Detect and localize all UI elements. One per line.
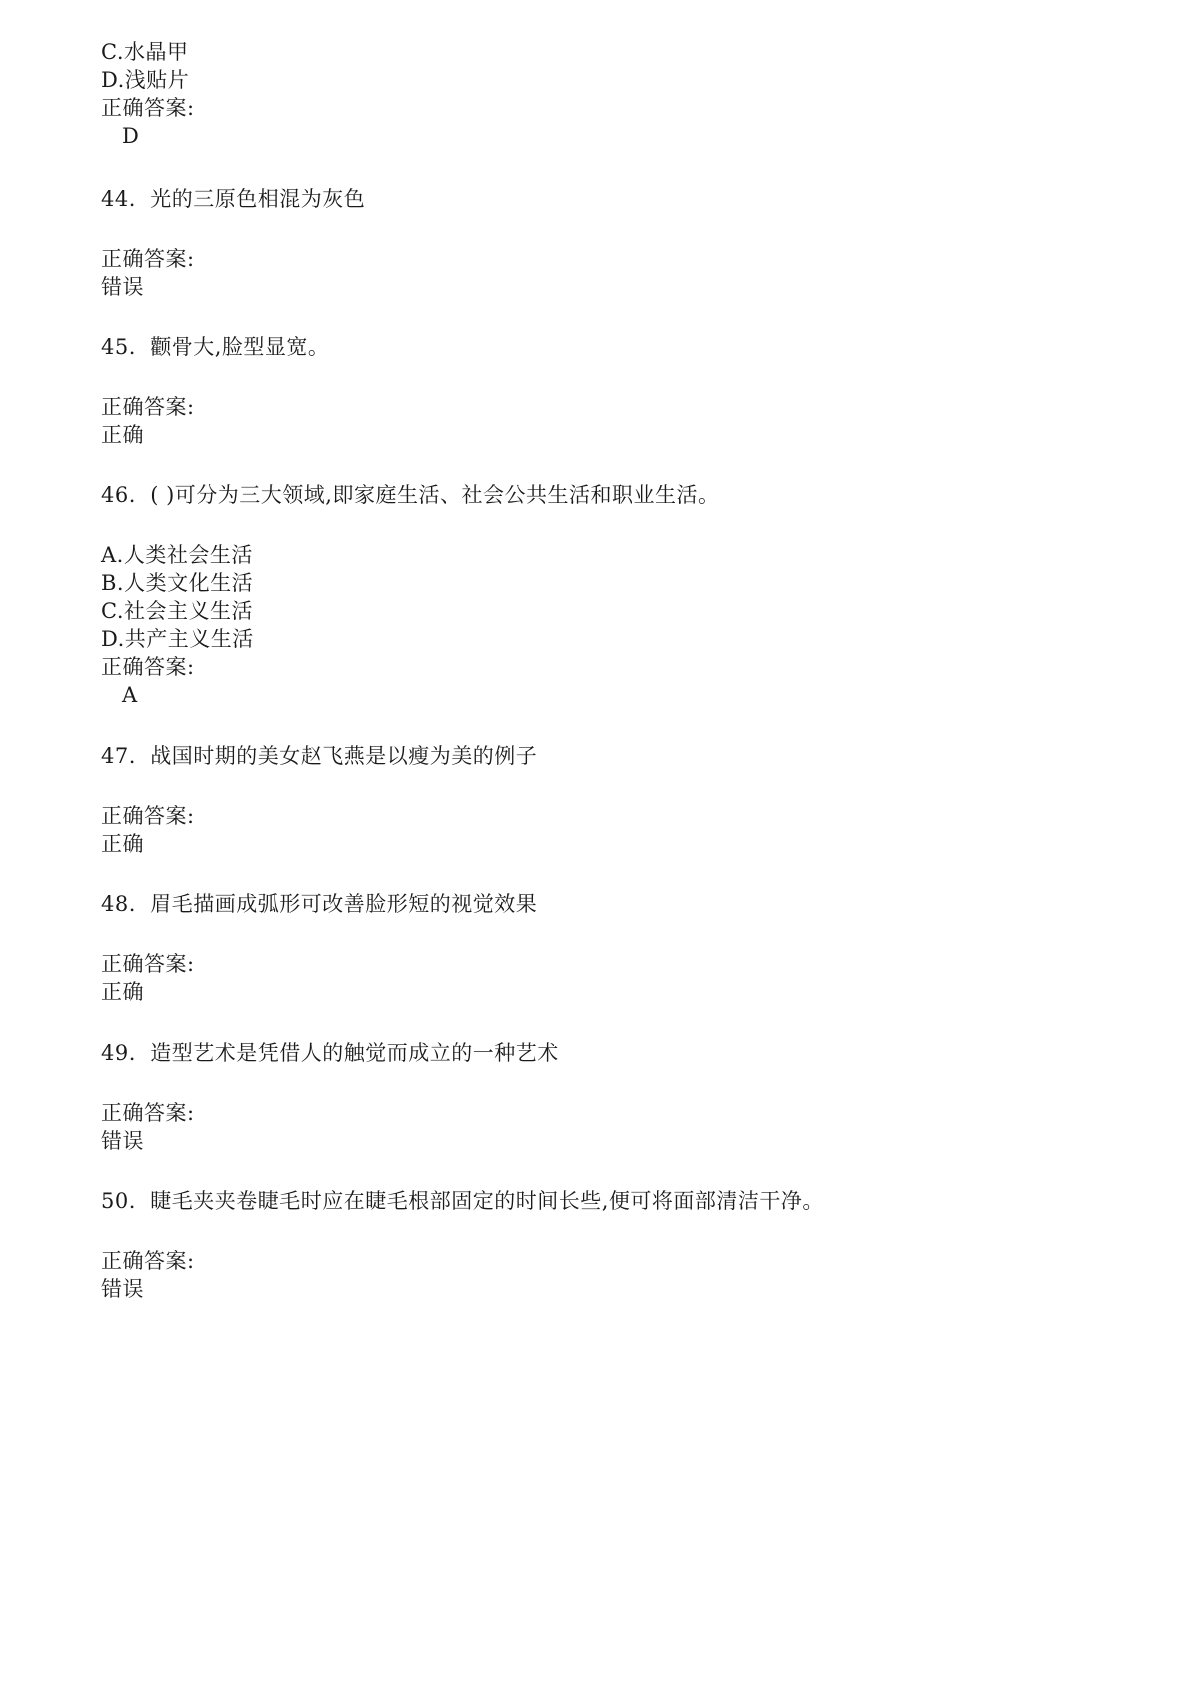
q44-answer-label: 正确答案: xyxy=(101,247,195,271)
q47-question: 47. 战国时期的美女赵飞燕是以瘦为美的例子 xyxy=(101,744,538,768)
q46-answer: A xyxy=(122,683,138,707)
q49-answer: 错误 xyxy=(101,1129,144,1153)
q46-option-c: C.社会主义生活 xyxy=(101,599,253,623)
q43-option-c: C.水晶甲 xyxy=(101,40,189,64)
q46-question: 46. ( )可分为三大领域,即家庭生活、社会公共生活和职业生活。 xyxy=(101,483,720,507)
q46-answer-label: 正确答案: xyxy=(101,655,195,679)
q44-answer: 错误 xyxy=(101,275,144,299)
q44-question: 44. 光的三原色相混为灰色 xyxy=(101,187,366,211)
q46-option-d: D.共产主义生活 xyxy=(101,627,254,651)
q47-answer-label: 正确答案: xyxy=(101,804,195,828)
q49-answer-label: 正确答案: xyxy=(101,1101,195,1125)
q49-question: 49. 造型艺术是凭借人的触觉而成立的一种艺术 xyxy=(101,1041,559,1065)
q50-answer-label: 正确答案: xyxy=(101,1249,195,1273)
q43-option-d: D.浅贴片 xyxy=(101,68,190,92)
q50-question: 50. 睫毛夹夹卷睫毛时应在睫毛根部固定的时间长些,便可将面部清洁干净。 xyxy=(101,1189,824,1213)
q48-answer-label: 正确答案: xyxy=(101,952,195,976)
q45-answer-label: 正确答案: xyxy=(101,395,195,419)
q43-answer: D xyxy=(122,124,140,148)
q43-answer-label: 正确答案: xyxy=(101,96,195,120)
q46-option-a: A.人类社会生活 xyxy=(101,543,253,567)
q48-answer: 正确 xyxy=(101,980,144,1004)
q47-answer: 正确 xyxy=(101,832,144,856)
q50-answer: 错误 xyxy=(101,1277,144,1301)
q45-answer: 正确 xyxy=(101,423,144,447)
q45-question: 45. 颧骨大,脸型显宽。 xyxy=(101,335,330,359)
q46-option-b: B.人类文化生活 xyxy=(101,571,254,595)
q48-question: 48. 眉毛描画成弧形可改善脸形短的视觉效果 xyxy=(101,892,538,916)
